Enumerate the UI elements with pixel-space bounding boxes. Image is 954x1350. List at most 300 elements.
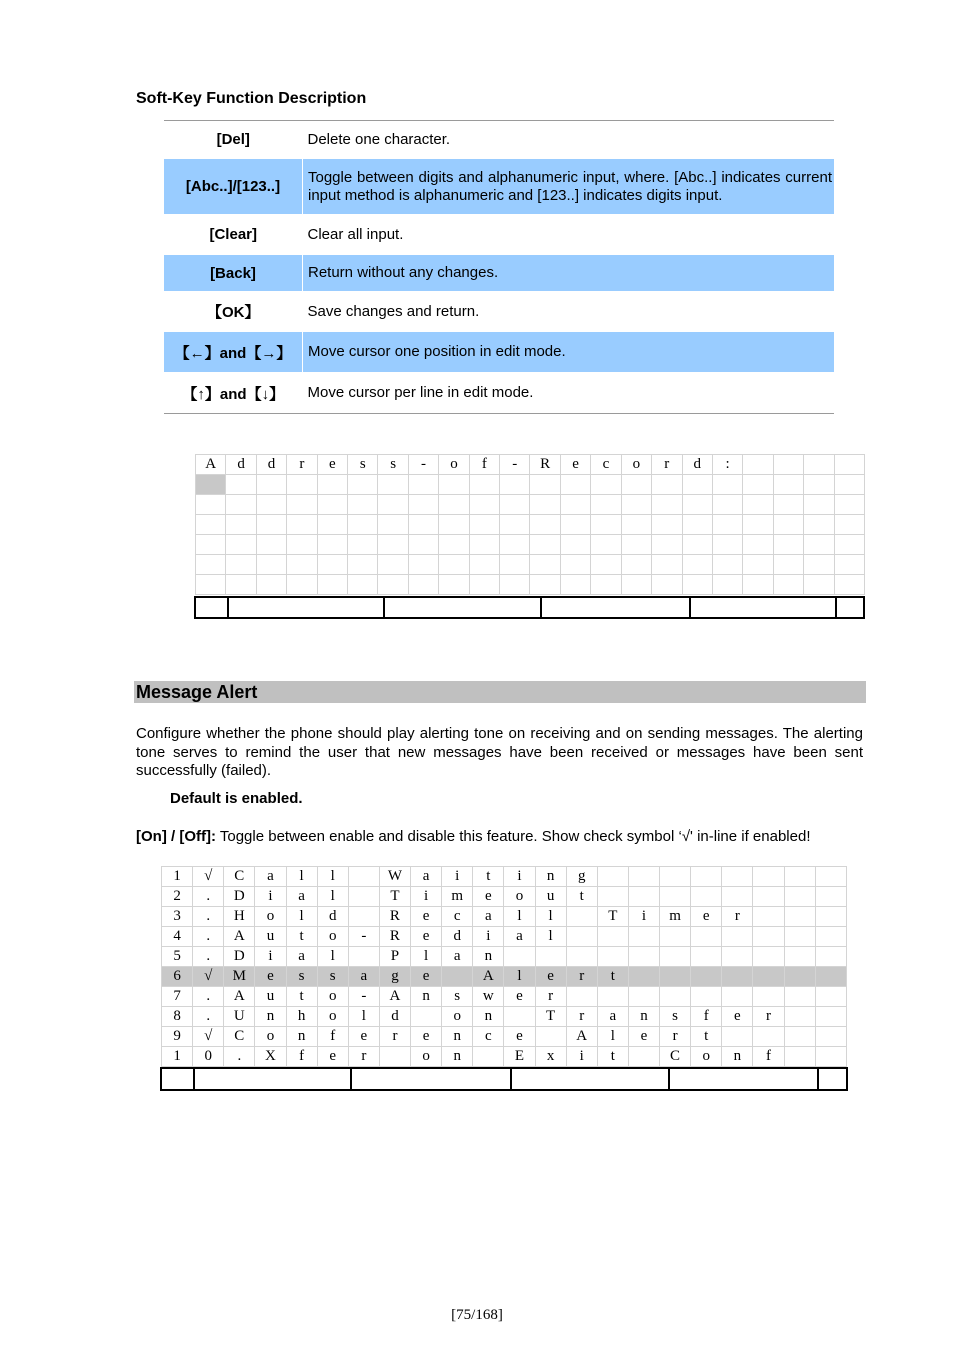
screen-cell bbox=[287, 495, 317, 515]
softkey-heading: Soft-Key Function Description bbox=[136, 90, 367, 107]
screen-cell bbox=[773, 575, 803, 595]
screen-cell: d bbox=[256, 455, 286, 475]
screen-cell bbox=[196, 475, 226, 495]
screen-cell bbox=[348, 475, 378, 495]
screen-cell: n bbox=[722, 1047, 753, 1067]
screen-cell: 9 bbox=[162, 1027, 193, 1047]
screen-cell bbox=[256, 555, 286, 575]
screen-cell bbox=[784, 947, 815, 967]
screen-cell: a bbox=[411, 867, 442, 887]
screen-cell bbox=[196, 555, 226, 575]
screen-cell bbox=[753, 907, 784, 927]
screen-cell: r bbox=[379, 1027, 410, 1047]
screen-cell bbox=[682, 535, 712, 555]
screen-cell: e bbox=[317, 1047, 348, 1067]
screen-cell bbox=[348, 515, 378, 535]
screen-cell: o bbox=[255, 907, 286, 927]
screen-cell bbox=[834, 495, 864, 515]
screen-cell: e bbox=[317, 455, 347, 475]
screen-cell bbox=[597, 867, 628, 887]
screen-cell bbox=[378, 575, 408, 595]
screen-cell: e bbox=[473, 887, 504, 907]
screen-cell: f bbox=[286, 1047, 317, 1067]
screen-cell: A bbox=[473, 967, 504, 987]
onoff-line bbox=[136, 828, 811, 845]
screen-cell bbox=[287, 475, 317, 495]
screen-cell bbox=[226, 575, 256, 595]
screen-cell bbox=[378, 555, 408, 575]
screen-row[interactable] bbox=[162, 947, 847, 967]
screen-cell: e bbox=[691, 907, 722, 927]
screen-cell: 8 bbox=[162, 1007, 193, 1027]
screen-cell bbox=[469, 535, 499, 555]
screen-cell: T bbox=[597, 907, 628, 927]
screen-cell bbox=[348, 887, 379, 907]
screen-cell: 7 bbox=[162, 987, 193, 1007]
screen-cell: √ bbox=[193, 1027, 224, 1047]
screen-cell bbox=[348, 535, 378, 555]
screen-cell bbox=[784, 967, 815, 987]
screen-cell: r bbox=[287, 455, 317, 475]
softkey-desc: Clear all input. bbox=[307, 225, 404, 243]
screen-cell bbox=[287, 555, 317, 575]
screen-cell: o bbox=[317, 1007, 348, 1027]
screen-cell bbox=[226, 555, 256, 575]
softkey-slot[interactable] bbox=[668, 1069, 817, 1089]
screen-row[interactable] bbox=[162, 967, 847, 987]
screen-cell: R bbox=[379, 907, 410, 927]
softkey-slot[interactable] bbox=[510, 1069, 668, 1089]
screen-cell bbox=[773, 495, 803, 515]
screen-cell bbox=[560, 475, 590, 495]
screen-cell: . bbox=[193, 947, 224, 967]
screen-row[interactable] bbox=[162, 887, 847, 907]
screen-cell bbox=[722, 967, 753, 987]
screen-cell bbox=[682, 515, 712, 535]
softkey-key: [Back] bbox=[164, 255, 303, 292]
screen-cell: a bbox=[286, 947, 317, 967]
screen-cell: l bbox=[504, 907, 535, 927]
screen-cell bbox=[469, 495, 499, 515]
screen-cell: t bbox=[286, 927, 317, 947]
screen-cell: o bbox=[411, 1047, 442, 1067]
softkey-row bbox=[164, 255, 834, 292]
screen-cell bbox=[473, 1047, 504, 1067]
screen-cell: 0 bbox=[193, 1047, 224, 1067]
screen-cell bbox=[753, 967, 784, 987]
screen-cell: R bbox=[379, 927, 410, 947]
edit-screen-grid bbox=[195, 454, 865, 595]
screen-cell: a bbox=[442, 947, 473, 967]
screen-cell bbox=[591, 555, 621, 575]
screen-cell bbox=[256, 475, 286, 495]
screen-cell bbox=[530, 475, 560, 495]
screen-cell bbox=[597, 927, 628, 947]
screen-cell: 1 bbox=[162, 1047, 193, 1067]
screen-cell bbox=[317, 535, 347, 555]
screen-cell bbox=[566, 927, 597, 947]
screen-cell: l bbox=[597, 1027, 628, 1047]
screen-cell: m bbox=[660, 907, 691, 927]
screen-cell bbox=[784, 867, 815, 887]
screen-cell bbox=[500, 555, 530, 575]
screen-cell bbox=[815, 927, 846, 947]
screen-cell bbox=[378, 475, 408, 495]
screen-cell: c bbox=[591, 455, 621, 475]
softkey-desc: Delete one character. bbox=[307, 130, 451, 148]
screen-cell bbox=[469, 555, 499, 575]
screen-cell: l bbox=[535, 927, 566, 947]
screen-cell: D bbox=[224, 887, 255, 907]
screen-cell bbox=[439, 535, 469, 555]
screen-cell bbox=[591, 515, 621, 535]
screen-cell bbox=[348, 947, 379, 967]
screen-cell: H bbox=[224, 907, 255, 927]
screen-cell bbox=[621, 535, 651, 555]
screen-cell bbox=[621, 555, 651, 575]
screen-cell bbox=[287, 535, 317, 555]
screen-cell: A bbox=[566, 1027, 597, 1047]
screen-cell bbox=[560, 495, 590, 515]
screen-cell: R bbox=[530, 455, 560, 475]
softkey-slot[interactable] bbox=[193, 1069, 350, 1089]
screen-cell bbox=[660, 927, 691, 947]
screen-cell: d bbox=[226, 455, 256, 475]
screen-cell bbox=[597, 987, 628, 1007]
screen-cell bbox=[348, 867, 379, 887]
screen-cell bbox=[500, 475, 530, 495]
screen-cell bbox=[621, 515, 651, 535]
screen-cell: 6 bbox=[162, 967, 193, 987]
screen-cell: r bbox=[348, 1047, 379, 1067]
screen-cell: - bbox=[408, 455, 438, 475]
softkey-slot[interactable] bbox=[350, 1069, 510, 1089]
screen-cell: e bbox=[348, 1027, 379, 1047]
screen-cell: M bbox=[224, 967, 255, 987]
screen-cell bbox=[535, 1027, 566, 1047]
screen-cell bbox=[712, 555, 742, 575]
screen-cell bbox=[753, 947, 784, 967]
screen-cell: T bbox=[535, 1007, 566, 1027]
screen-row[interactable] bbox=[162, 1047, 847, 1067]
softkey-slot[interactable] bbox=[196, 598, 227, 617]
screen-cell bbox=[408, 495, 438, 515]
screen-cell bbox=[773, 555, 803, 575]
screen-cell bbox=[834, 455, 864, 475]
screen-row[interactable] bbox=[162, 927, 847, 947]
screen-cell bbox=[591, 495, 621, 515]
screen-cell bbox=[753, 887, 784, 907]
screen-cell: 5 bbox=[162, 947, 193, 967]
screen-row bbox=[196, 455, 865, 475]
screen-cell: n bbox=[473, 1007, 504, 1027]
screen-cell: o bbox=[439, 455, 469, 475]
softkey-desc: Save changes and return. bbox=[307, 302, 480, 320]
screen-row[interactable] bbox=[162, 1027, 847, 1047]
screen-cell bbox=[535, 947, 566, 967]
screen-cell: T bbox=[379, 887, 410, 907]
screen-cell: 4 bbox=[162, 927, 193, 947]
screen-cell bbox=[378, 535, 408, 555]
screen-cell: . bbox=[193, 987, 224, 1007]
screen-cell: 3 bbox=[162, 907, 193, 927]
softkey-key: 【↑】and【↓】 bbox=[182, 385, 285, 403]
screen-cell bbox=[348, 907, 379, 927]
softkey-slot[interactable] bbox=[383, 598, 540, 617]
screen-cell bbox=[287, 515, 317, 535]
screen-cell: C bbox=[660, 1047, 691, 1067]
screen-cell: r bbox=[652, 455, 682, 475]
screen-cell: g bbox=[379, 967, 410, 987]
page-number: [75/168] bbox=[451, 1307, 503, 1323]
screen-cell: x bbox=[535, 1047, 566, 1067]
screen-row[interactable] bbox=[162, 987, 847, 1007]
screen-cell: l bbox=[535, 907, 566, 927]
screen-cell bbox=[815, 987, 846, 1007]
screen-cell: a bbox=[504, 927, 535, 947]
screen-cell bbox=[566, 987, 597, 1007]
screen-cell bbox=[784, 907, 815, 927]
screen-cell bbox=[500, 575, 530, 595]
screen-cell: r bbox=[753, 1007, 784, 1027]
screen-cell: e bbox=[504, 1027, 535, 1047]
screen-cell bbox=[504, 947, 535, 967]
screen-cell bbox=[196, 495, 226, 515]
screen-cell bbox=[256, 495, 286, 515]
screen-cell bbox=[834, 515, 864, 535]
screen-cell: s bbox=[286, 967, 317, 987]
softkey-slot[interactable] bbox=[817, 1069, 846, 1089]
screen-cell: i bbox=[442, 867, 473, 887]
screen-cell bbox=[815, 1027, 846, 1047]
screen-cell bbox=[317, 515, 347, 535]
screen-cell: C bbox=[224, 867, 255, 887]
screen-cell bbox=[815, 907, 846, 927]
screen-cell: s bbox=[378, 455, 408, 475]
screen-cell: l bbox=[411, 947, 442, 967]
screen-cell bbox=[378, 495, 408, 515]
screen-cell: - bbox=[500, 455, 530, 475]
screen-cell: U bbox=[224, 1007, 255, 1027]
softkey-table bbox=[164, 120, 834, 414]
screen-cell bbox=[621, 575, 651, 595]
screen-cell bbox=[804, 555, 834, 575]
softkey-desc: Move cursor per line in edit mode. bbox=[307, 384, 534, 401]
screen-cell bbox=[691, 967, 722, 987]
screen-cell: c bbox=[473, 1027, 504, 1047]
screen-cell: : bbox=[712, 455, 742, 475]
screen-cell bbox=[773, 475, 803, 495]
screen-cell bbox=[804, 535, 834, 555]
screen-cell: m bbox=[442, 887, 473, 907]
screen-cell bbox=[530, 535, 560, 555]
screen-cell: u bbox=[255, 987, 286, 1007]
screen-cell: e bbox=[411, 927, 442, 947]
screen-cell bbox=[722, 927, 753, 947]
screen-cell bbox=[815, 947, 846, 967]
screen-cell: n bbox=[255, 1007, 286, 1027]
screen-cell bbox=[348, 575, 378, 595]
screen-cell bbox=[439, 495, 469, 515]
screen-cell: E bbox=[504, 1047, 535, 1067]
screen-cell bbox=[411, 1007, 442, 1027]
screen-cell bbox=[591, 475, 621, 495]
softkey-row bbox=[164, 121, 834, 159]
screen-cell bbox=[379, 1047, 410, 1067]
screen-cell bbox=[560, 535, 590, 555]
screen-cell bbox=[682, 575, 712, 595]
screen-row[interactable] bbox=[162, 1007, 847, 1027]
screen-cell bbox=[652, 555, 682, 575]
screen-cell: o bbox=[255, 1027, 286, 1047]
screen-cell: r bbox=[566, 967, 597, 987]
screen-cell bbox=[660, 947, 691, 967]
screen-cell bbox=[256, 535, 286, 555]
screen-cell bbox=[621, 495, 651, 515]
screen-cell: a bbox=[255, 867, 286, 887]
screen-cell bbox=[287, 575, 317, 595]
softkey-slot[interactable] bbox=[540, 598, 689, 617]
edit-screen-softkey-bar bbox=[194, 596, 865, 619]
screen-cell bbox=[815, 967, 846, 987]
screen-cell: o bbox=[504, 887, 535, 907]
screen-cell: n bbox=[442, 1047, 473, 1067]
screen-row[interactable] bbox=[162, 907, 847, 927]
screen-cell bbox=[378, 515, 408, 535]
screen-cell bbox=[652, 535, 682, 555]
screen-cell bbox=[722, 887, 753, 907]
softkey-slot[interactable] bbox=[835, 598, 863, 617]
screen-cell: t bbox=[473, 867, 504, 887]
screen-cell bbox=[628, 887, 659, 907]
screen-cell bbox=[712, 475, 742, 495]
screen-cell: l bbox=[317, 887, 348, 907]
screen-cell bbox=[660, 987, 691, 1007]
screen-cell bbox=[834, 555, 864, 575]
screen-cell bbox=[804, 515, 834, 535]
screen-cell bbox=[439, 555, 469, 575]
screen-cell: o bbox=[442, 1007, 473, 1027]
screen-cell bbox=[652, 495, 682, 515]
screen-cell: g bbox=[566, 867, 597, 887]
softkey-row bbox=[164, 292, 834, 332]
screen-cell bbox=[722, 987, 753, 1007]
screen-cell bbox=[504, 1007, 535, 1027]
screen-cell: i bbox=[504, 867, 535, 887]
screen-cell bbox=[500, 515, 530, 535]
softkey-slot[interactable] bbox=[689, 598, 835, 617]
screen-cell bbox=[712, 575, 742, 595]
screen-cell bbox=[226, 495, 256, 515]
screen-cell bbox=[500, 535, 530, 555]
screen-cell: n bbox=[442, 1027, 473, 1047]
menu-screen-grid bbox=[161, 866, 847, 1067]
screen-cell: P bbox=[379, 947, 410, 967]
screen-cell bbox=[226, 475, 256, 495]
screen-cell bbox=[712, 535, 742, 555]
screen-cell bbox=[628, 947, 659, 967]
screen-cell: i bbox=[628, 907, 659, 927]
screen-cell: e bbox=[411, 967, 442, 987]
screen-cell: . bbox=[224, 1047, 255, 1067]
screen-cell bbox=[784, 987, 815, 1007]
screen-cell bbox=[591, 575, 621, 595]
screen-row[interactable] bbox=[162, 867, 847, 887]
screen-cell: f bbox=[317, 1027, 348, 1047]
message-alert-heading: Message Alert bbox=[134, 681, 866, 703]
screen-cell: r bbox=[566, 1007, 597, 1027]
softkey-desc: Toggle between digits and alphanumeric input, where. [Abc..] indicates current input method is alphanumeric and [123..] indicates digits input. bbox=[303, 159, 835, 215]
screen-cell bbox=[566, 947, 597, 967]
screen-cell bbox=[628, 967, 659, 987]
screen-cell: d bbox=[442, 927, 473, 947]
screen-cell: a bbox=[286, 887, 317, 907]
screen-cell bbox=[628, 987, 659, 1007]
screen-cell bbox=[652, 475, 682, 495]
screen-cell bbox=[743, 495, 773, 515]
screen-cell bbox=[834, 475, 864, 495]
screen-cell bbox=[196, 515, 226, 535]
screen-cell: t bbox=[597, 967, 628, 987]
screen-cell: o bbox=[317, 987, 348, 1007]
screen-cell: d bbox=[682, 455, 712, 475]
default-note: Default is enabled. bbox=[170, 790, 303, 807]
screen-cell bbox=[691, 887, 722, 907]
screen-cell bbox=[753, 1027, 784, 1047]
screen-cell bbox=[560, 515, 590, 535]
onoff-text: Toggle between enable and disable this feature. Show check symbol ‘√' in-line if enabled! bbox=[215, 828, 811, 845]
screen-cell: f bbox=[469, 455, 499, 475]
screen-row bbox=[196, 555, 865, 575]
screen-cell: r bbox=[660, 1027, 691, 1047]
screen-cell bbox=[660, 887, 691, 907]
screen-cell bbox=[628, 1047, 659, 1067]
screen-cell bbox=[784, 1027, 815, 1047]
screen-cell: W bbox=[379, 867, 410, 887]
screen-cell: n bbox=[473, 947, 504, 967]
screen-cell bbox=[722, 1027, 753, 1047]
screen-cell bbox=[226, 535, 256, 555]
screen-cell bbox=[408, 515, 438, 535]
screen-cell: o bbox=[691, 1047, 722, 1067]
screen-cell bbox=[660, 967, 691, 987]
screen-cell: u bbox=[535, 887, 566, 907]
screen-cell bbox=[408, 555, 438, 575]
softkey-slot[interactable] bbox=[162, 1069, 193, 1089]
softkey-key: [Abc..]/[123..] bbox=[164, 159, 303, 215]
screen-row bbox=[196, 475, 865, 495]
screen-cell: s bbox=[442, 987, 473, 1007]
screen-cell: e bbox=[411, 907, 442, 927]
screen-cell bbox=[773, 515, 803, 535]
softkey-slot[interactable] bbox=[227, 598, 383, 617]
screen-cell bbox=[408, 535, 438, 555]
screen-cell bbox=[804, 475, 834, 495]
screen-cell: i bbox=[411, 887, 442, 907]
screen-cell: i bbox=[255, 887, 286, 907]
screen-cell: e bbox=[722, 1007, 753, 1027]
screen-cell bbox=[804, 455, 834, 475]
screen-cell bbox=[743, 555, 773, 575]
softkey-desc: Move cursor one position in edit mode. bbox=[303, 332, 835, 373]
screen-cell bbox=[743, 575, 773, 595]
screen-cell bbox=[743, 475, 773, 495]
screen-cell: u bbox=[255, 927, 286, 947]
screen-cell bbox=[712, 515, 742, 535]
screen-cell bbox=[560, 575, 590, 595]
softkey-row bbox=[164, 373, 834, 414]
screen-row bbox=[196, 495, 865, 515]
